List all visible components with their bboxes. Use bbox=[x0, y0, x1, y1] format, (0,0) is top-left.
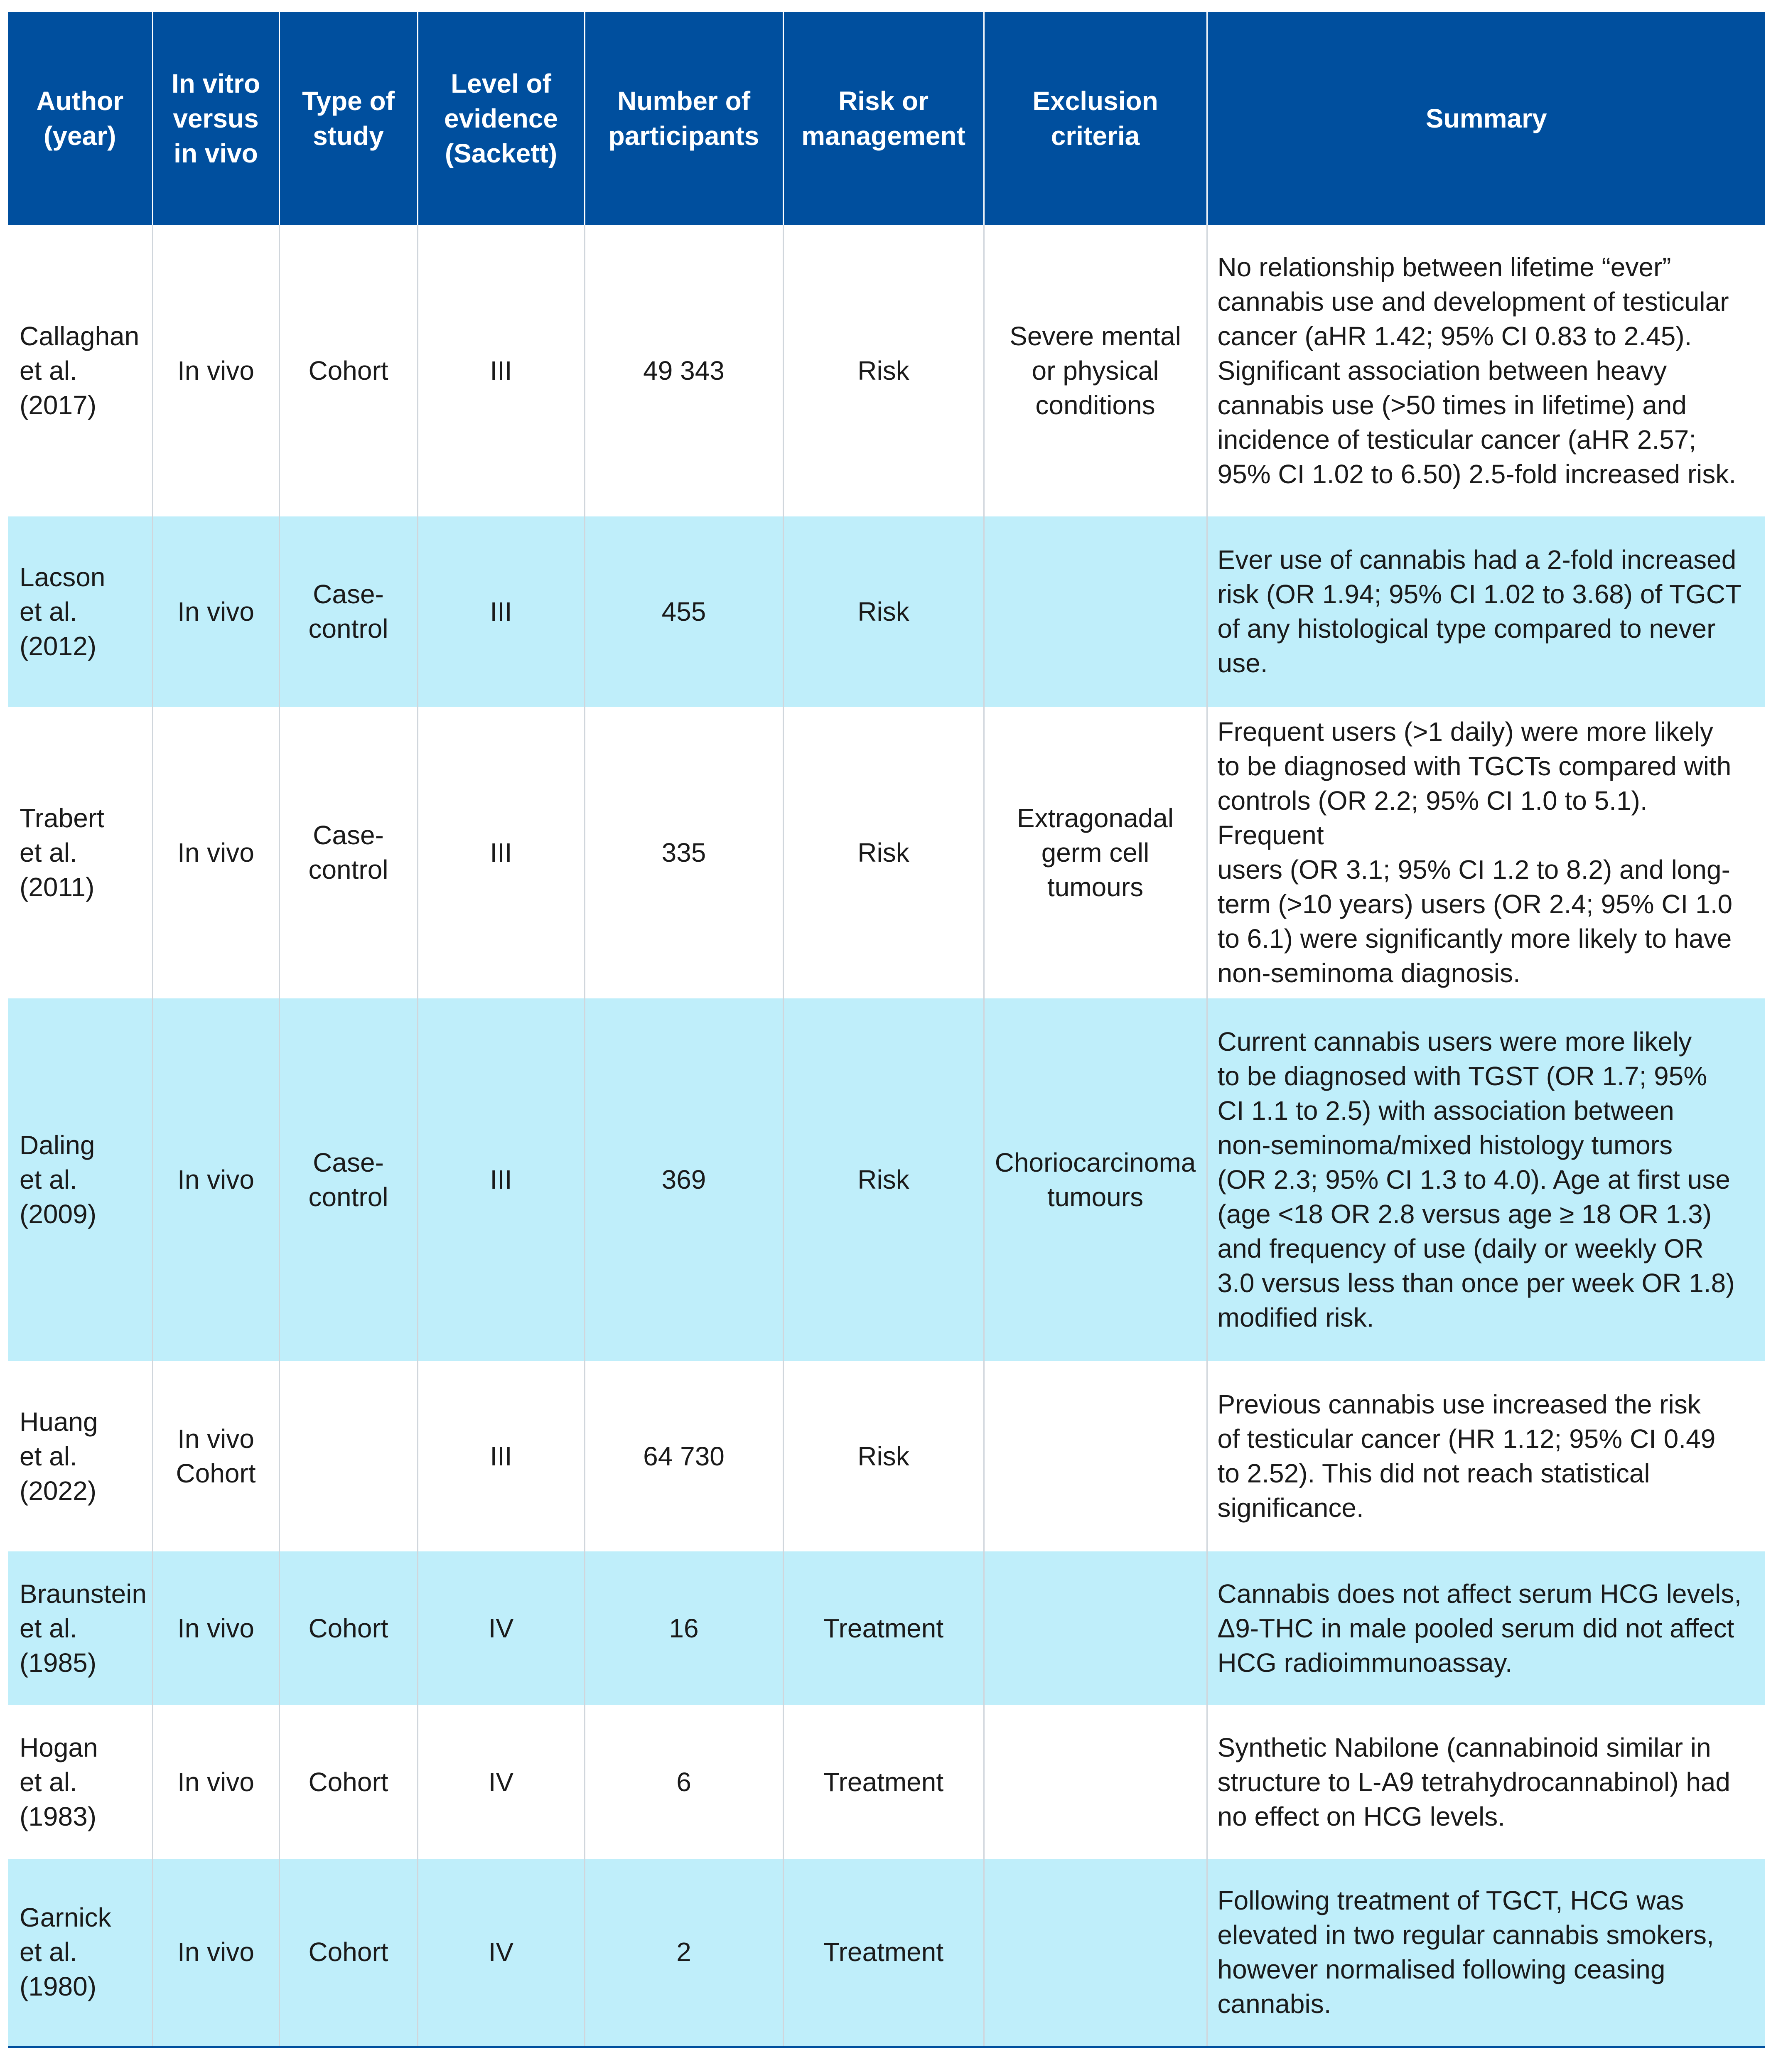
cell-risk: Risk bbox=[783, 998, 984, 1361]
cell-exclusion: Severe mental or physical conditions bbox=[984, 225, 1207, 516]
table-row bbox=[8, 1859, 1765, 2047]
cell-participants: 369 bbox=[585, 998, 783, 1361]
cell-level: III bbox=[418, 998, 585, 1361]
cell-risk: Treatment bbox=[783, 1859, 984, 2047]
cell-exclusion bbox=[984, 1859, 1207, 2047]
cell-exclusion bbox=[984, 1551, 1207, 1705]
cell-author: Garnick et al. (1980) bbox=[8, 1859, 152, 2047]
cell-type bbox=[279, 1361, 418, 1551]
table-row bbox=[8, 1551, 1765, 1705]
cell-summary: Current cannabis users were more likely to be diagnosed with TGST (OR 1.7; 95% CI 1.1 to 2.5) with association between non-seminoma/mixed histology tumors (OR 2.3; 95% CI 1.3 to 4.0). Age at first use (age <18 OR 2.8 versus age ≥ 18 OR 1.3) and frequency of use (daily or weekly OR 3.0 versus less than once per week OR 1.8) modified risk. bbox=[1207, 998, 1765, 1361]
cell-participants: 49 343 bbox=[585, 225, 783, 516]
cell-level: IV bbox=[418, 1705, 585, 1859]
cell-author: Trabert et al. (2011) bbox=[20, 803, 104, 902]
cell-level: III bbox=[418, 707, 585, 998]
cell-level: IV bbox=[418, 1551, 585, 1705]
header-number-of-participants: Number of participants bbox=[585, 12, 783, 225]
cell-author: Huang et al. (2022) bbox=[20, 1406, 98, 1506]
cell-participants: 455 bbox=[585, 516, 783, 707]
cell-invitro: In vivo bbox=[152, 1705, 279, 1859]
cell-type: Cohort bbox=[279, 1705, 418, 1859]
cell-summary: No relationship between lifetime “ever” cannabis use and development of testicular cancer (aHR 1.42; 95% CI 0.83 to 2.45). Significant association between heavy cannabis use (>50 times in lifetime) and incidence of testicular cancer (aHR 2.57; 95% CI 1.02 to 6.50) 2.5-fold increased risk. bbox=[1207, 225, 1765, 516]
cell-invitro: In vivo bbox=[152, 1551, 279, 1705]
header-invitro-vs-invivo: In vitro versus in vivo bbox=[152, 12, 279, 225]
header-type-of-study: Type of study bbox=[279, 12, 418, 225]
table-row bbox=[8, 225, 1765, 516]
cell-risk: Risk bbox=[783, 225, 984, 516]
cell-risk: Treatment bbox=[783, 1551, 984, 1705]
studies-table bbox=[8, 12, 1765, 2048]
cell-participants: 335 bbox=[585, 707, 783, 998]
cell-exclusion: Extragonadal germ cell tumours bbox=[984, 707, 1207, 998]
cell-participants: 64 730 bbox=[585, 1361, 783, 1551]
table-row bbox=[8, 998, 1765, 1361]
table-row bbox=[8, 1705, 1765, 1859]
cell-invitro: In vivo bbox=[152, 516, 279, 707]
cell-participants: 6 bbox=[585, 1705, 783, 1859]
table-row bbox=[8, 707, 1765, 998]
cell-invitro: In vivo bbox=[152, 225, 279, 516]
cell-type: Case- control bbox=[279, 998, 418, 1361]
cell-exclusion bbox=[984, 1361, 1207, 1551]
header-summary: Summary bbox=[1207, 12, 1765, 225]
cell-risk: Risk bbox=[783, 516, 984, 707]
header-row bbox=[8, 12, 1765, 225]
cell-summary: Synthetic Nabilone (cannabinoid similar in structure to L-A9 tetrahydrocannabinol) had no effect on HCG levels. bbox=[1207, 1705, 1765, 1859]
cell-participants: 2 bbox=[585, 1859, 783, 2047]
cell-summary: Frequent users (>1 daily) were more likely to be diagnosed with TGCTs compared with controls (OR 2.2; 95% CI 1.0 to 5.1). Frequent users (OR 3.1; 95% CI 1.2 to 8.2) and long- term (>10 years) users (OR 2.4; 95% CI 1.0 to 6.1) were significantly more likely to have non-seminoma diagnosis. bbox=[1207, 707, 1765, 998]
cell-type: Case- control bbox=[279, 707, 418, 998]
cell-invitro: In vivo bbox=[152, 1859, 279, 2047]
cell-type: Cohort bbox=[279, 1551, 418, 1705]
cell-summary: Cannabis does not affect serum HCG levels, Δ9-THC in male pooled serum did not affect HCG radioimmunoassay. bbox=[1207, 1551, 1765, 1705]
header-exclusion-criteria: Exclusion criteria bbox=[984, 12, 1207, 225]
cell-summary: Ever use of cannabis had a 2-fold increased risk (OR 1.94; 95% CI 1.02 to 3.68) of TGCT of any histological type compared to never use. bbox=[1207, 516, 1765, 707]
cell-author: Braunstein et al. (1985) bbox=[20, 1578, 147, 1678]
cell-type: Cohort bbox=[279, 225, 418, 516]
cell-invitro: In vivo bbox=[152, 707, 279, 998]
cell-level: III bbox=[418, 516, 585, 707]
header-author: Author (year) bbox=[36, 86, 124, 151]
header-level-of-evidence: Level of evidence (Sackett) bbox=[418, 12, 585, 225]
cell-participants: 16 bbox=[585, 1551, 783, 1705]
cell-author: Hogan et al. (1983) bbox=[20, 1732, 98, 1831]
cell-author: Lacson et al. (2012) bbox=[20, 562, 106, 661]
cell-exclusion bbox=[984, 1705, 1207, 1859]
cell-invitro: In vivo Cohort bbox=[152, 1361, 279, 1551]
document bbox=[8, 12, 1765, 2048]
cell-level: III bbox=[418, 225, 585, 516]
cell-exclusion bbox=[984, 516, 1207, 707]
cell-risk: Treatment bbox=[783, 1705, 984, 1859]
cell-author: Callaghan et al. (2017) bbox=[20, 321, 140, 420]
cell-author: Daling et al. (2009) bbox=[20, 1130, 96, 1229]
cell-risk: Risk bbox=[783, 707, 984, 998]
header-risk-or-management: Risk or management bbox=[783, 12, 984, 225]
cell-level: III bbox=[418, 1361, 585, 1551]
table-row bbox=[8, 1361, 1765, 1551]
table-row bbox=[8, 516, 1765, 707]
cell-level: IV bbox=[418, 1859, 585, 2047]
cell-summary: Previous cannabis use increased the risk of testicular cancer (HR 1.12; 95% CI 0.49 to 2.52). This did not reach statistical significance. bbox=[1207, 1361, 1765, 1551]
cell-risk: Risk bbox=[783, 1361, 984, 1551]
cell-type: Cohort bbox=[279, 1859, 418, 2047]
cell-summary: Following treatment of TGCT, HCG was elevated in two regular cannabis smokers, however normalised following ceasing cannabis. bbox=[1207, 1859, 1765, 2047]
cell-type: Case- control bbox=[279, 516, 418, 707]
cell-exclusion: Choriocarcinoma tumours bbox=[984, 998, 1207, 1361]
cell-invitro: In vivo bbox=[152, 998, 279, 1361]
